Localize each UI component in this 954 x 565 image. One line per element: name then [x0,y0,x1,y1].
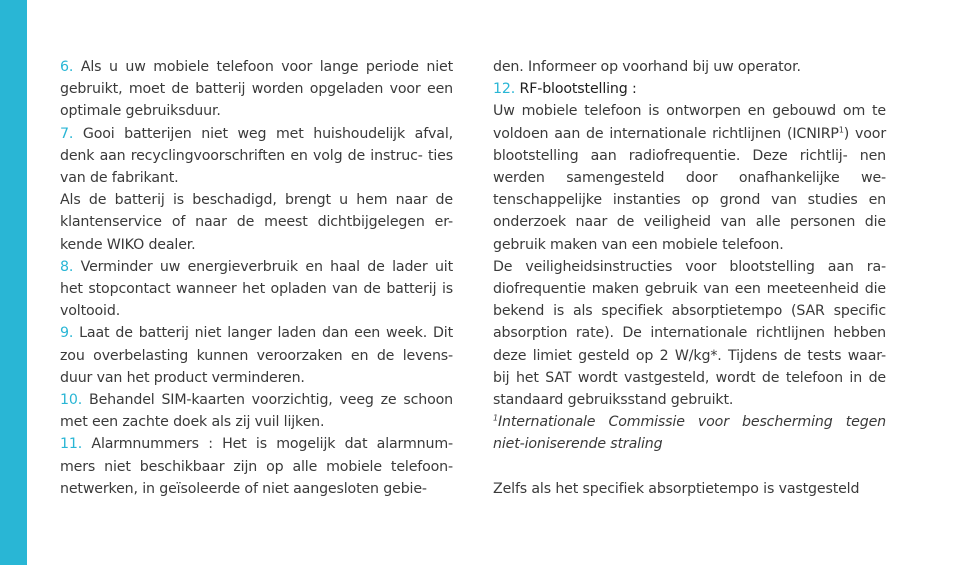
item-number: 6. [60,59,74,75]
footnote-text: Internationale Commissie voor bescherming tegen niet-ioniserende straling [493,414,886,453]
section-title: RF-blootstelling : [519,81,637,98]
item-number: 9. [60,325,74,342]
item-number: 10. [60,392,83,409]
item-text: Als u uw mobiele telefoon voor lange periode niet gebruikt, moet de batterij worden opgeladen voor een optimale gebruiksduur. [60,59,453,120]
item-number: 8. [60,258,74,275]
item-text: Alarmnummers : Het is mogelijk dat alarmnum- mers niet beschikbaar zijn op alle mobiele telefoon- netwerken, in geïsoleerde of niet aangesloten gebie- [60,436,453,497]
battery-paragraph: Als de batterij is beschadigd, brengt u hem naar de klantenservice of naar de meest dichtbijgelegen er- kende WIKO dealer. [60,192,453,253]
left-column [60,56,453,500]
rf-paragraph-3: Zelfs als het specifiek absorptietempo is vastgesteld [493,480,860,497]
item-text: Laat de batterij niet langer laden dan een week. Dit zou overbelasting kunnen veroorzaken en de levens- duur van het product verminderen. [60,325,453,386]
item-text: Verminder uw energieverbruik en haal de lader uit het stopcontact wanneer het opladen van de batterij is voltooid. [60,258,453,320]
rf-paragraph-1 [493,100,886,255]
item-12-heading [493,78,886,100]
rf-paragraph-2: De veiligheidsinstructies voor blootstelling aan ra- diofrequentie maken gebruik van een meeteenheid die bekend is als specifiek absorptietempo (SAR specific absorption rate). De internationale richtlijnen hebben deze limiet gesteld op 2 W/kg*. Tijdens de tests waar- bij het SAT wordt vastgesteld, wordt de telefoon in de standaard gebruiksstand gebruikt. [493,258,886,409]
item-6 [60,56,453,123]
item-8 [60,256,453,323]
item-number: 7. [60,125,74,142]
footnote-number: 1 [493,413,498,423]
item-number: 12. [493,81,516,98]
item-number: 11. [60,436,83,453]
footnote [493,411,886,455]
item-9 [60,322,453,389]
rf-text-b: ) voor blootstelling aan radiofrequentie. Deze richtlij- nen werden samengesteld door onafhankelijke we- tenschappelijke instanties op grond van studies en onderzoek naar de veiligheid van alle personen die gebruik maken van een mobiele telefoon. [493,125,887,253]
item-text: Gooi batterijen niet weg met huishoudelijk afval, denk aan recyclingvoorschriften en volg de instruc- ties van de fabrikant. [60,125,453,187]
item-11 [60,433,453,500]
right-column [493,56,886,500]
footnote-marker: 1 [838,124,844,134]
accent-sidebar [0,0,27,565]
item-7 [60,123,453,190]
rf-text-a: Uw mobiele telefoon is ontworpen en gebouwd om te voldoen aan de internationale richtlijnen (ICNIRP [493,103,886,142]
spacer [493,456,886,478]
item-10 [60,389,453,433]
continued-text: den. Informeer op voorhand bij uw operator. [493,59,801,75]
item-text: Behandel SIM-kaarten voorzichtig, veeg ze schoon met een zachte doek als zij vuil lijken. [60,392,453,431]
